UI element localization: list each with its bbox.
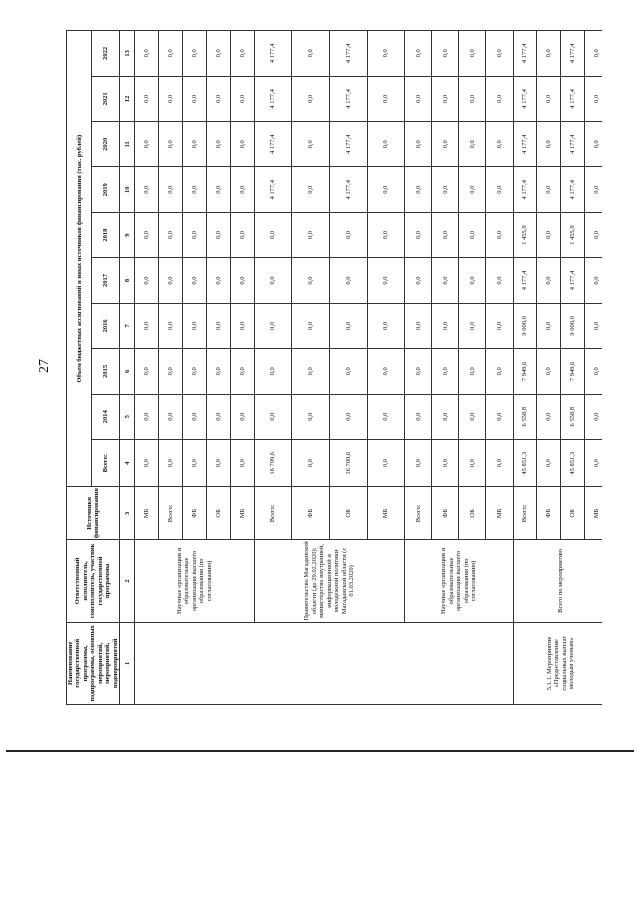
amount-cell: 0,0 [135, 349, 159, 394]
amount-cell: 0,0 [537, 122, 561, 167]
funding-source-cell: Всего: [254, 487, 292, 540]
amount-cell: 0,0 [405, 439, 432, 487]
amount-cell: 4 177,4 [513, 167, 537, 212]
funding-source-cell: Всего: [405, 487, 432, 540]
amount-cell: 0,0 [367, 167, 405, 212]
amount-cell: 16 709,6 [330, 439, 368, 487]
amount-cell: 0,0 [292, 303, 330, 348]
amount-cell: 6 558,8 [513, 394, 537, 439]
executor-cell: Научные организации и образовательные организации высшего образования (по согласованию) [135, 540, 255, 622]
amount-cell: 0,0 [537, 303, 561, 348]
amount-cell: 0,0 [183, 122, 207, 167]
amount-cell: 0,0 [585, 349, 602, 394]
funding-source-cell: МБ [486, 487, 513, 540]
amount-cell: 4 177,4 [561, 31, 585, 77]
amount-cell: 0,0 [459, 258, 486, 303]
amount-cell: 0,0 [486, 394, 513, 439]
amount-cell: 4 177,4 [513, 31, 537, 77]
amount-cell: 0,0 [432, 212, 459, 257]
amount-cell: 0,0 [254, 303, 292, 348]
amount-cell: 45 851,3 [513, 439, 537, 487]
amount-cell: 0,0 [159, 394, 183, 439]
amount-cell: 4 177,4 [254, 31, 292, 77]
amount-cell: 0,0 [135, 212, 159, 257]
program-name-cell [135, 622, 513, 704]
executor-cell: Всего по мероприятию [513, 540, 602, 622]
amount-cell: 0,0 [159, 167, 183, 212]
amount-cell: 0,0 [207, 31, 231, 77]
amount-cell: 0,0 [486, 31, 513, 77]
amount-cell: 4 177,4 [254, 122, 292, 167]
program-name-cell: 5.1.1. Мероприятие «Предоставление социальных выплат молодым ученым» [513, 622, 602, 704]
amount-cell: 0,0 [486, 258, 513, 303]
table-row [513, 31, 537, 705]
amount-cell: 0,0 [159, 76, 183, 121]
amount-cell: 0,0 [230, 31, 254, 77]
amount-cell: 4 177,4 [254, 76, 292, 121]
amount-cell: 0,0 [585, 31, 602, 77]
amount-cell: 0,0 [432, 394, 459, 439]
amount-cell: 0,0 [207, 167, 231, 212]
header-year: 2018 [92, 212, 120, 257]
header-year: 2016 [92, 303, 120, 348]
amount-cell: 0,0 [330, 303, 368, 348]
amount-cell: 0,0 [459, 439, 486, 487]
amount-cell: 0,0 [207, 439, 231, 487]
amount-cell: 0,0 [183, 349, 207, 394]
amount-cell: 0,0 [405, 167, 432, 212]
amount-cell: 0,0 [486, 212, 513, 257]
amount-cell: 0,0 [585, 76, 602, 121]
amount-cell: 0,0 [135, 258, 159, 303]
amount-cell: 0,0 [367, 349, 405, 394]
horizontal-rule [6, 750, 634, 752]
amount-cell: 0,0 [459, 394, 486, 439]
amount-cell: 0,0 [292, 167, 330, 212]
amount-cell: 0,0 [230, 76, 254, 121]
header-year: 2015 [92, 349, 120, 394]
funding-source-cell: ФБ [432, 487, 459, 540]
amount-cell: 0,0 [254, 212, 292, 257]
index-cell: 13 [120, 31, 135, 77]
amount-cell: 0,0 [486, 167, 513, 212]
amount-cell: 0,0 [367, 258, 405, 303]
page-number: 27 [37, 359, 52, 373]
amount-cell: 0,0 [459, 122, 486, 167]
amount-cell: 0,0 [207, 122, 231, 167]
amount-cell: 0,0 [432, 349, 459, 394]
amount-cell: 0,0 [459, 167, 486, 212]
amount-cell: 0,0 [405, 258, 432, 303]
amount-cell: 0,0 [405, 122, 432, 167]
index-row [120, 31, 135, 705]
amount-cell: 0,0 [292, 349, 330, 394]
amount-cell: 0,0 [230, 122, 254, 167]
amount-cell: 0,0 [135, 439, 159, 487]
amount-cell: 0,0 [135, 303, 159, 348]
amount-cell: 0,0 [183, 76, 207, 121]
header-year: 2021 [92, 76, 120, 121]
amount-cell: 0,0 [230, 258, 254, 303]
amount-cell: 4 177,4 [561, 76, 585, 121]
amount-cell: 0,0 [537, 258, 561, 303]
amount-cell: 0,0 [135, 394, 159, 439]
amount-cell: 0,0 [159, 349, 183, 394]
header-year: 2017 [92, 258, 120, 303]
amount-cell: 16 709,6 [254, 439, 292, 487]
amount-cell: 0,0 [585, 439, 602, 487]
amount-cell: 7 949,6 [561, 349, 585, 394]
header-funding-volume: Объем бюджетных ассигнований и иных источников финансирования (тыс. рублей) [67, 31, 92, 487]
amount-cell: 0,0 [486, 439, 513, 487]
executor-cell: Научные организации и образовательные организации высшего образования (по согласованию) [405, 540, 513, 622]
amount-cell: 0,0 [405, 31, 432, 77]
table-row [254, 31, 292, 705]
amount-cell: 0,0 [432, 258, 459, 303]
amount-cell: 0,0 [537, 349, 561, 394]
amount-cell: 0,0 [585, 258, 602, 303]
amount-cell: 0,0 [486, 349, 513, 394]
amount-cell: 0,0 [135, 76, 159, 121]
amount-cell: 0,0 [135, 31, 159, 77]
amount-cell: 0,0 [183, 258, 207, 303]
funding-source-cell: ОБ [561, 487, 585, 540]
amount-cell: 0,0 [486, 303, 513, 348]
table-row [405, 31, 432, 705]
amount-cell: 0,0 [292, 394, 330, 439]
amount-cell: 4 177,4 [513, 258, 537, 303]
amount-cell: 0,0 [183, 31, 207, 77]
amount-cell: 0,0 [207, 76, 231, 121]
table-row [135, 31, 159, 705]
funding-source-cell: МБ [230, 487, 254, 540]
amount-cell: 0,0 [230, 394, 254, 439]
amount-cell: 4 177,4 [254, 167, 292, 212]
index-cell: 11 [120, 122, 135, 167]
amount-cell: 0,0 [367, 31, 405, 77]
amount-cell: 0,0 [292, 31, 330, 77]
financing-table-container [66, 30, 602, 705]
amount-cell: 0,0 [330, 212, 368, 257]
amount-cell: 0,0 [405, 349, 432, 394]
amount-cell: 0,0 [183, 439, 207, 487]
amount-cell: 0,0 [405, 76, 432, 121]
index-cell: 4 [120, 439, 135, 487]
amount-cell: 0,0 [459, 31, 486, 77]
amount-cell: 0,0 [159, 212, 183, 257]
amount-cell: 0,0 [486, 122, 513, 167]
amount-cell: 0,0 [292, 122, 330, 167]
executor-cell: Правительство Магаданской области (до 29.02.2020); министерство внутренней, информационной и молодежной политики Магаданской области (с 01.03.2020) [254, 540, 404, 622]
amount-cell: 0,0 [207, 349, 231, 394]
amount-cell: 0,0 [159, 31, 183, 77]
header-total: Всего: [92, 439, 120, 487]
amount-cell: 0,0 [585, 167, 602, 212]
amount-cell: 0,0 [135, 167, 159, 212]
table-body [120, 31, 602, 705]
amount-cell: 0,0 [585, 303, 602, 348]
funding-source-cell: ОБ [207, 487, 231, 540]
funding-source-cell: ОБ [330, 487, 368, 540]
funding-source-cell: ФБ [183, 487, 207, 540]
index-cell: 2 [120, 540, 135, 622]
amount-cell: 0,0 [135, 122, 159, 167]
funding-source-cell: МБ [367, 487, 405, 540]
header-year: 2014 [92, 394, 120, 439]
amount-cell: 0,0 [230, 349, 254, 394]
amount-cell: 0,0 [254, 349, 292, 394]
amount-cell: 4 177,4 [330, 31, 368, 77]
amount-cell: 0,0 [585, 212, 602, 257]
header-program-name: Наименование государственной программы, подпрограммы, основных мероприятий, мероприятий, подмероприятий [67, 622, 120, 704]
amount-cell: 1 455,9 [513, 212, 537, 257]
amount-cell: 0,0 [537, 167, 561, 212]
amount-cell: 0,0 [207, 258, 231, 303]
index-cell: 6 [120, 349, 135, 394]
amount-cell: 0,0 [367, 76, 405, 121]
funding-source-cell: Всего: [159, 487, 183, 540]
amount-cell: 0,0 [432, 303, 459, 348]
amount-cell: 0,0 [585, 122, 602, 167]
amount-cell: 4 177,4 [330, 167, 368, 212]
amount-cell: 0,0 [292, 76, 330, 121]
amount-cell: 0,0 [159, 439, 183, 487]
funding-source-cell: ФБ [292, 487, 330, 540]
funding-source-cell: ОБ [459, 487, 486, 540]
amount-cell: 0,0 [459, 303, 486, 348]
amount-cell: 0,0 [432, 122, 459, 167]
amount-cell: 0,0 [207, 212, 231, 257]
amount-cell: 7 949,6 [513, 349, 537, 394]
amount-cell: 0,0 [405, 303, 432, 348]
header-executor: Ответственный исполнитель, соисполнитель, участник государственной программы [67, 540, 120, 622]
amount-cell: 4 177,4 [561, 167, 585, 212]
amount-cell: 0,0 [459, 76, 486, 121]
amount-cell: 0,0 [537, 31, 561, 77]
amount-cell: 0,0 [330, 258, 368, 303]
amount-cell: 9 000,0 [561, 303, 585, 348]
index-cell: 1 [120, 622, 135, 704]
amount-cell: 0,0 [254, 258, 292, 303]
amount-cell: 0,0 [230, 212, 254, 257]
amount-cell: 0,0 [367, 394, 405, 439]
amount-cell: 0,0 [292, 439, 330, 487]
amount-cell: 0,0 [183, 167, 207, 212]
funding-source-cell: ФБ [537, 487, 561, 540]
amount-cell: 0,0 [183, 303, 207, 348]
funding-source-cell: МБ [585, 487, 602, 540]
amount-cell: 0,0 [432, 167, 459, 212]
amount-cell: 0,0 [230, 303, 254, 348]
amount-cell: 0,0 [230, 439, 254, 487]
amount-cell: 0,0 [292, 212, 330, 257]
index-cell: 5 [120, 394, 135, 439]
amount-cell: 4 177,4 [513, 76, 537, 121]
amount-cell: 0,0 [459, 349, 486, 394]
amount-cell: 0,0 [183, 212, 207, 257]
amount-cell: 4 177,4 [330, 76, 368, 121]
amount-cell: 0,0 [183, 394, 207, 439]
amount-cell: 0,0 [230, 167, 254, 212]
amount-cell: 0,0 [367, 439, 405, 487]
amount-cell: 0,0 [459, 212, 486, 257]
amount-cell: 0,0 [159, 303, 183, 348]
amount-cell: 0,0 [432, 76, 459, 121]
amount-cell: 0,0 [405, 212, 432, 257]
amount-cell: 0,0 [432, 439, 459, 487]
amount-cell: 0,0 [367, 122, 405, 167]
index-cell: 8 [120, 258, 135, 303]
amount-cell: 6 558,8 [561, 394, 585, 439]
index-cell: 10 [120, 167, 135, 212]
header-year: 2020 [92, 122, 120, 167]
amount-cell: 0,0 [537, 76, 561, 121]
amount-cell: 4 177,4 [330, 122, 368, 167]
amount-cell: 0,0 [159, 122, 183, 167]
amount-cell: 9 000,0 [513, 303, 537, 348]
amount-cell: 0,0 [537, 439, 561, 487]
amount-cell: 1 455,9 [561, 212, 585, 257]
amount-cell: 0,0 [330, 349, 368, 394]
amount-cell: 0,0 [537, 212, 561, 257]
amount-cell: 0,0 [585, 394, 602, 439]
financing-table [66, 30, 602, 705]
amount-cell: 0,0 [159, 258, 183, 303]
index-cell: 9 [120, 212, 135, 257]
header-funding-source: Источники финансирования [67, 487, 120, 540]
amount-cell: 0,0 [486, 76, 513, 121]
amount-cell: 0,0 [207, 303, 231, 348]
amount-cell: 0,0 [330, 394, 368, 439]
header-year: 2022 [92, 31, 120, 77]
index-cell: 7 [120, 303, 135, 348]
amount-cell: 45 851,3 [561, 439, 585, 487]
amount-cell: 0,0 [405, 394, 432, 439]
amount-cell: 4 177,4 [513, 122, 537, 167]
amount-cell: 4 177,4 [561, 122, 585, 167]
amount-cell: 0,0 [537, 394, 561, 439]
index-cell: 12 [120, 76, 135, 121]
amount-cell: 0,0 [292, 258, 330, 303]
amount-cell: 4 177,4 [561, 258, 585, 303]
funding-source-cell: МБ [135, 487, 159, 540]
funding-source-cell: Всего: [513, 487, 537, 540]
amount-cell: 0,0 [367, 212, 405, 257]
amount-cell: 0,0 [367, 303, 405, 348]
amount-cell: 0,0 [432, 31, 459, 77]
amount-cell: 0,0 [254, 394, 292, 439]
amount-cell: 0,0 [207, 394, 231, 439]
index-cell: 3 [120, 487, 135, 540]
header-year: 2019 [92, 167, 120, 212]
